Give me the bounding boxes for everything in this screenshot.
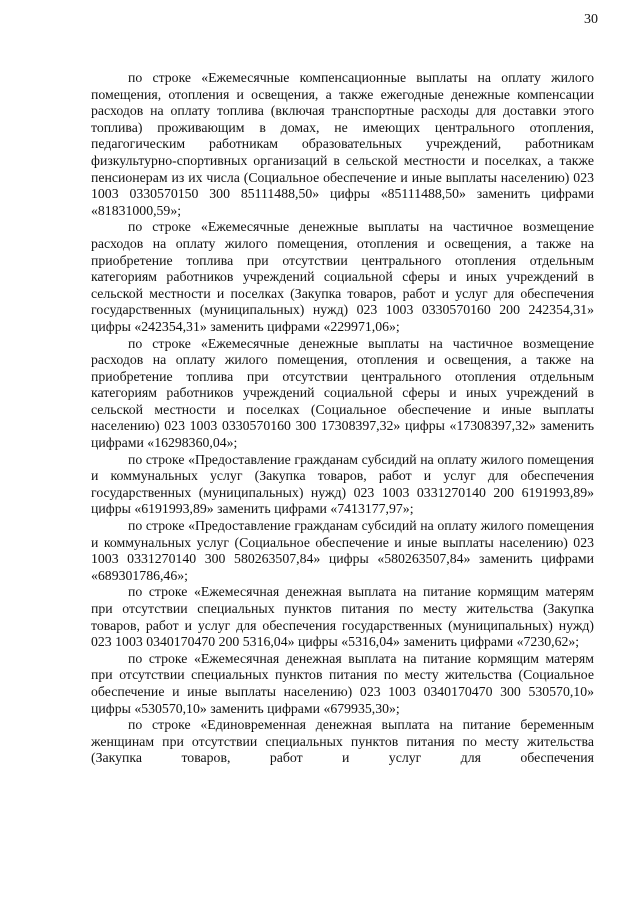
paragraph-5: по строке «Предоставление гражданам субсидий на оплату жилого помещения и коммунальных услуг (Социальное обеспечение и иные выплаты населению) 023 1003 0331270140 300 580263507,84» цифры «580263507,84» заменить цифрами «689301786,46»; [91, 518, 594, 583]
paragraph-2: по строке «Ежемесячные денежные выплаты на частичное возмещение расходов на оплату жилого помещения, отопления и освещения, а также на приобретение топлива при отсутствии центрального отопления отдельным категориям работников учреждений социальной сферы и иных учреждений в сельской местности и поселках (Закупка товаров, работ и услуг для обеспечения государственных (муниципальных) нужд) 023 1003 0330570160 200 242354,31» цифры «242354,31» заменить цифрами «229971,06»; [91, 219, 594, 334]
document-body [91, 70, 594, 767]
page-number: 30 [584, 12, 598, 27]
paragraph-6: по строке «Ежемесячная денежная выплата на питание кормящим матерям при отсутствии специальных пунктов питания по месту жительства (Закупка товаров, работ и услуг для обеспечения государственных (муниципальных) нужд) 023 1003 0340170470 200 5316,04» цифры «5316,04» заменить цифрами «7230,62»; [91, 584, 594, 650]
paragraph-8: по строке «Единовременная денежная выплата на питание беременным женщинам при отсутствии специальных пунктов питания по месту жительства (Закупка товаров, работ и услуг для обеспечения [91, 717, 594, 766]
paragraph-4: по строке «Предоставление гражданам субсидий на оплату жилого помещения и коммунальных услуг (Закупка товаров, работ и услуг для обеспечения государственных (муниципальных) нужд) 023 1003 0331270140 200 6191993,89» цифры «6191993,89» заменить цифрами «7413177,97»; [91, 451, 594, 517]
paragraph-7: по строке «Ежемесячная денежная выплата на питание кормящим матерям при отсутствии специальных пунктов питания по месту жительства (Социальное обеспечение и иные выплаты населению) 023 1003 0340170470 300 530570,10» цифры «530570,10» заменить цифрами «679935,30»; [91, 650, 594, 716]
paragraph-3: по строке «Ежемесячные денежные выплаты на частичное возмещение расходов на оплату жилого помещения, отопления и освещения, а также на приобретение топлива при отсутствии центрального отопления отдельным категориям работников учреждений социальной сферы и иных учреждений в сельской местности и поселках (Социальное обеспечение и иные выплаты населению) 023 1003 0330570160 300 17308397,32» цифры «17308397,32» заменить цифрами «16298360,04»; [91, 335, 594, 451]
paragraph-1: по строке «Ежемесячные компенсационные выплаты на оплату жилого помещения, отопления и освещения, а также ежегодные денежные компенсации расходов на оплату топлива (включая транспортные расходы для доставки этого топлива) проживающим в домах, не имеющих центрального отопления, педагогическим работникам образовательных учреждений, работникам физкультурно-спортивных организаций в сельской местности и поселках, а также пенсионерам из их числа (Социальное обеспечение и иные выплаты населению) 023 1003 0330570150 300 85111488,50» цифры «85111488,50» заменить цифрами «81831000,59»; [91, 70, 594, 218]
